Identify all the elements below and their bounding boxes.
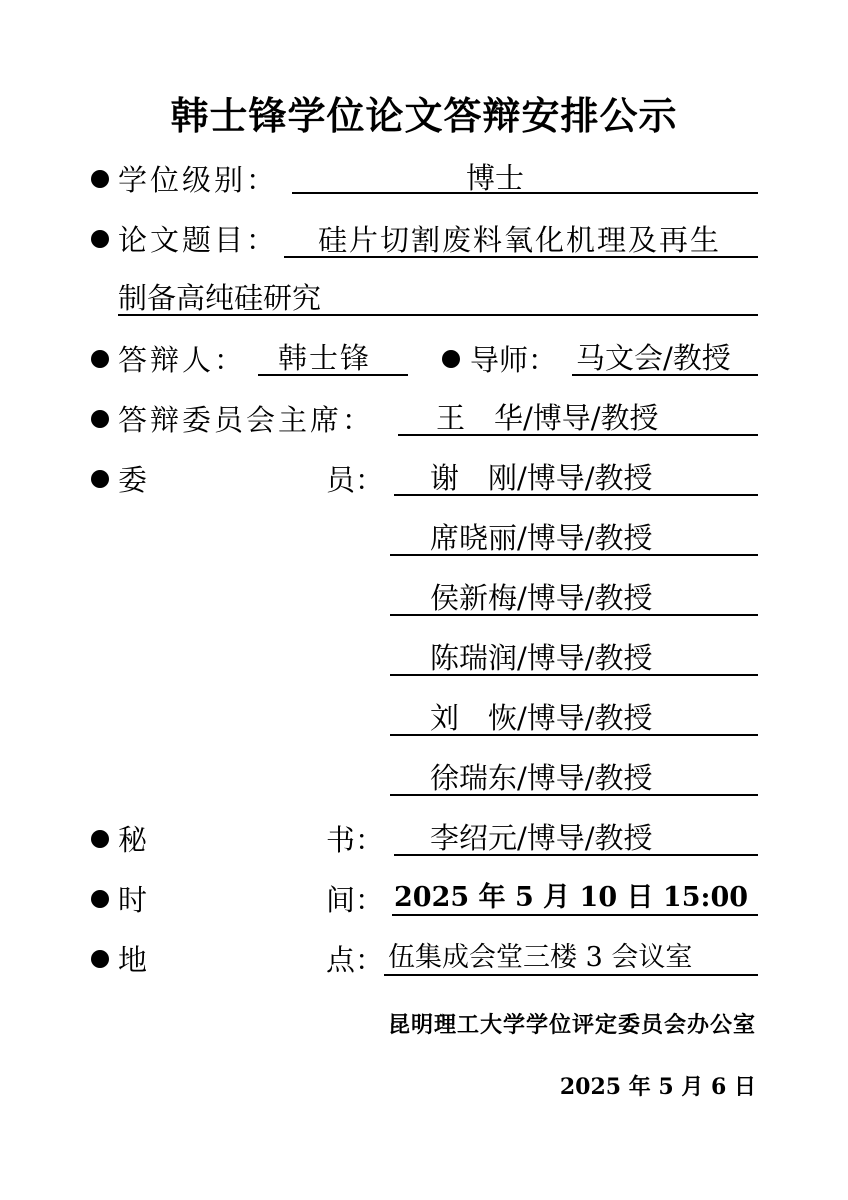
- place-value: 伍集成会堂三楼 3 会议室: [388, 942, 693, 973]
- time-label-right: 间：: [326, 883, 385, 917]
- bullet-icon: [91, 890, 109, 908]
- bullet-icon: [91, 410, 109, 428]
- defender-value: 韩士锋: [278, 341, 372, 375]
- place-label-right: 点：: [326, 943, 385, 977]
- secretary-value: 李绍元/博导/教授: [430, 821, 653, 855]
- degree-label: 学位级别：: [118, 163, 279, 197]
- issue-date: 2025 年 5 月 6 日: [559, 1074, 756, 1100]
- time-label-left: 时: [118, 883, 148, 917]
- thesis-value-line2: 制备高纯硅研究: [118, 281, 322, 315]
- place-label-left: 地: [118, 943, 148, 977]
- issuing-office: 昆明理工大学学位评定委员会办公室: [387, 1012, 756, 1038]
- page-title: 韩士锋学位论文答辩安排公示: [170, 94, 678, 138]
- bullet-icon: [91, 950, 109, 968]
- degree-underline: [292, 192, 758, 194]
- member-name: 席晓丽/博导/教授: [430, 521, 653, 555]
- secretary-label-right: 书：: [326, 823, 385, 857]
- member-name: 陈瑞润/博导/教授: [430, 641, 653, 675]
- degree-value: 博士: [466, 161, 525, 195]
- bullet-icon: [91, 170, 109, 188]
- time-value: 2025 年 5 月 10 日 15:00: [394, 882, 749, 913]
- bullet-icon: [442, 350, 460, 368]
- bullet-icon: [91, 230, 109, 248]
- member-name: 谢 刚/博导/教授: [430, 461, 653, 495]
- member-name: 侯新梅/博导/教授: [430, 581, 653, 615]
- bullet-icon: [91, 350, 109, 368]
- bullet-icon: [91, 830, 109, 848]
- thesis-label: 论文题目：: [118, 223, 279, 257]
- chair-value: 王 华/博导/教授: [436, 401, 659, 435]
- member-name: 徐瑞东/博导/教授: [430, 761, 653, 795]
- advisor-value: 马文会/教授: [576, 341, 731, 375]
- members-label-right: 员：: [326, 463, 385, 497]
- member-name: 刘 恢/博导/教授: [430, 701, 653, 735]
- advisor-label: 导师：: [470, 343, 558, 377]
- chair-label: 答辩委员会主席：: [118, 403, 375, 437]
- members-label-left: 委: [118, 463, 148, 497]
- defender-label: 答辩人：: [118, 343, 247, 377]
- secretary-label-left: 秘: [118, 823, 148, 857]
- bullet-icon: [91, 470, 109, 488]
- thesis-value-line1: 硅片切割废料氧化机理及再生: [318, 223, 722, 257]
